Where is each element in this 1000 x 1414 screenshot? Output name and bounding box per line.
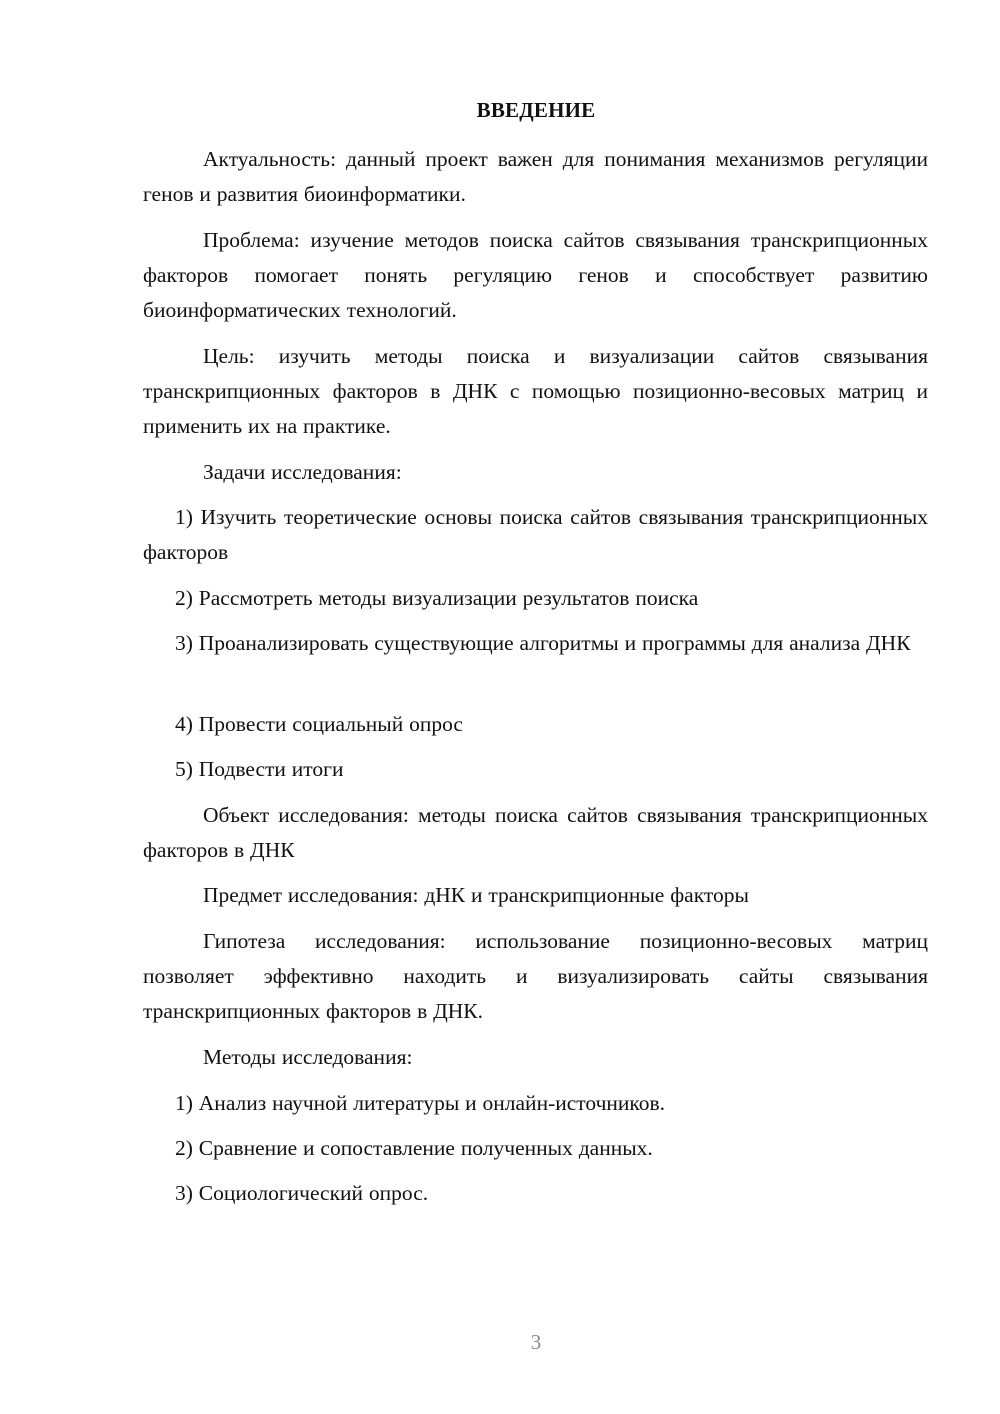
object-paragraph: Объект исследования: методы поиска сайтов связывания транскрипционных факторов в ДНК — [143, 803, 928, 862]
section-heading: ВВЕДЕНИЕ — [476, 98, 596, 122]
task-item-3: 3) Проанализировать существующие алгоритмы и программы для анализа ДНК — [175, 631, 911, 655]
subject-paragraph: Предмет исследования: дНК и транскрипционные факторы — [203, 883, 749, 907]
tasks-heading: Задачи исследования: — [203, 460, 402, 484]
method-item-3: 3) Социологический опрос. — [175, 1181, 429, 1205]
problem-paragraph: Проблема: изучение методов поиска сайтов связывания транскрипционных факторов помогает понять регуляцию генов и способствует развитию биоинформатических технологий. — [143, 228, 928, 322]
hypothesis-paragraph: Гипотеза исследования: использование позиционно-весовых матриц позволяет эффективно находить и визуализировать сайты связывания транскрипционных факторов в ДНК. — [143, 929, 928, 1023]
methods-heading: Методы исследования: — [203, 1045, 413, 1069]
method-item-2: 2) Сравнение и сопоставление полученных данных. — [175, 1136, 653, 1160]
goal-paragraph: Цель: изучить методы поиска и визуализации сайтов связывания транскрипционных факторов в ДНК с помощью позиционно-весовых матриц и применить их на практике. — [143, 344, 928, 438]
task-item-5: 5) Подвести итоги — [175, 757, 344, 781]
page-number: 3 — [530, 1330, 542, 1354]
task-item-2: 2) Рассмотреть методы визуализации результатов поиска — [175, 586, 699, 610]
task-item-4: 4) Провести социальный опрос — [175, 712, 463, 736]
relevance-paragraph: Актуальность: данный проект важен для понимания механизмов регуляции генов и развития биоинформатики. — [143, 147, 928, 206]
task-item-1: 1) Изучить теоретические основы поиска сайтов связывания транскрипционных факторов — [143, 505, 928, 564]
method-item-1: 1) Анализ научной литературы и онлайн-источников. — [175, 1091, 666, 1115]
